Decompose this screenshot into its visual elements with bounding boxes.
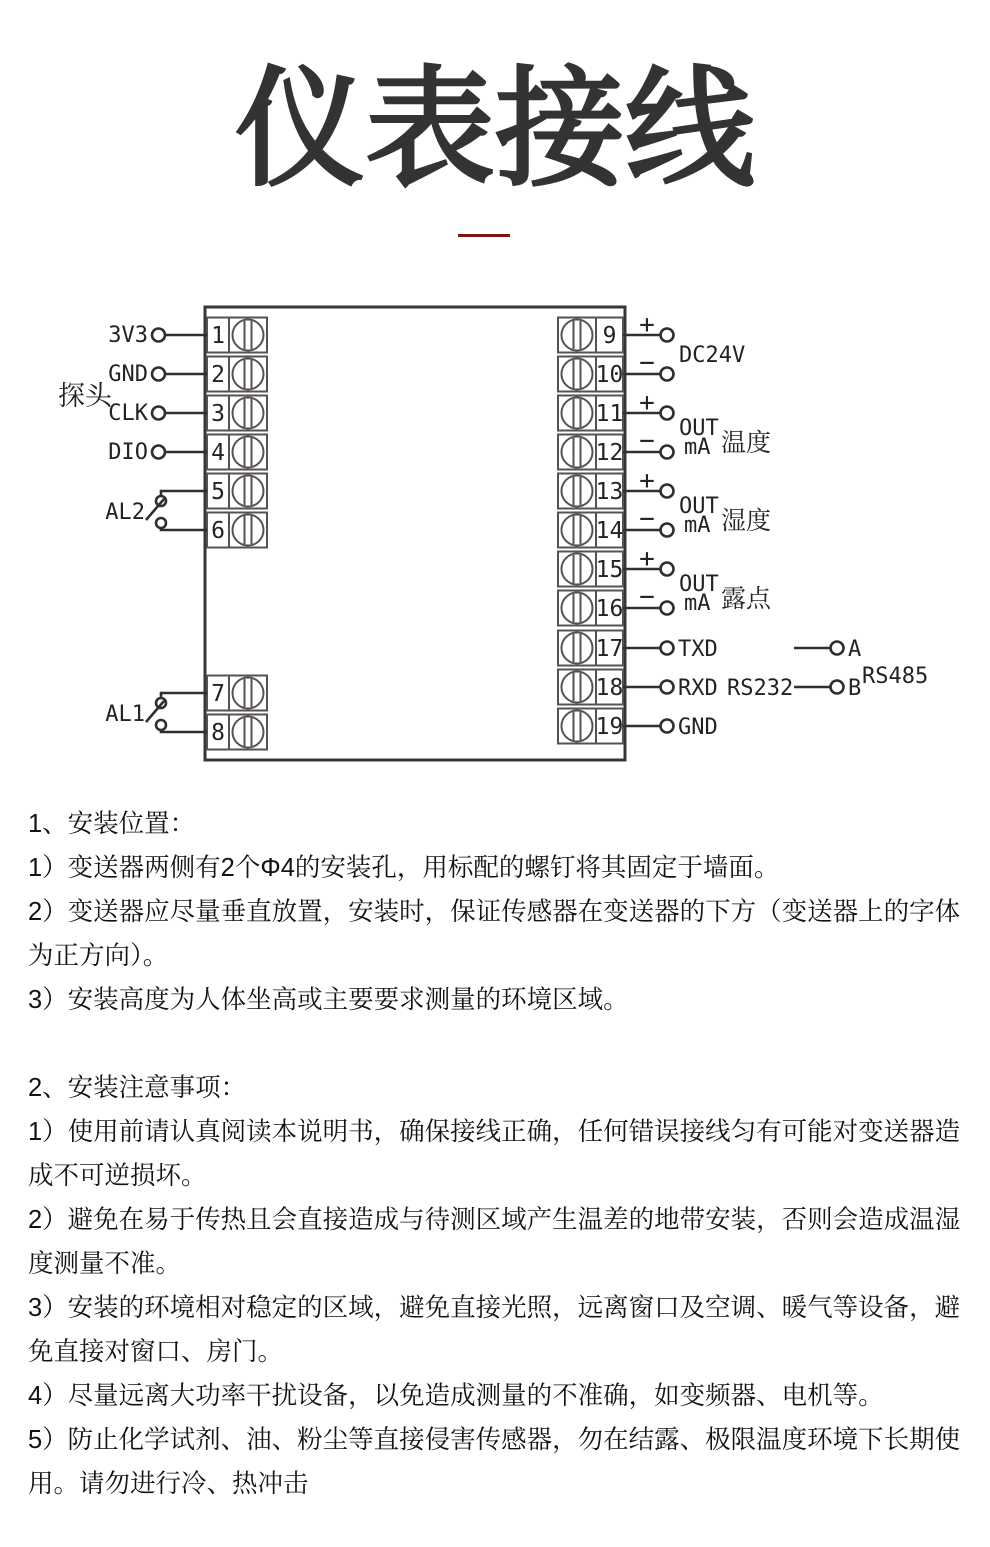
instructions xyxy=(28,802,973,1506)
polarity-plus: + xyxy=(639,388,655,418)
terminal-number: 13 xyxy=(595,479,624,505)
wire-node-icon xyxy=(661,563,674,576)
terminal-block xyxy=(207,474,267,509)
terminal-block xyxy=(558,357,623,392)
contact-node-icon xyxy=(156,518,166,528)
title-underline-decoration xyxy=(458,234,510,237)
channel-label: 温度 xyxy=(721,429,772,457)
screw-icon xyxy=(233,678,264,709)
screw-icon xyxy=(562,633,593,664)
rxd-label: RXD xyxy=(678,676,718,701)
probe-label: 探头 xyxy=(58,381,112,411)
terminal-number: 12 xyxy=(595,440,624,466)
polarity-plus: + xyxy=(639,466,655,496)
terminal-number: 5 xyxy=(211,479,225,505)
terminal-block xyxy=(207,435,267,470)
terminal-number: 3 xyxy=(211,401,225,427)
instruction-item: 3）安装高度为人体坐高或主要要求测量的环境区域。 xyxy=(28,986,629,1014)
instruction-item: 1）使用前请认真阅读本说明书，确保接线正确，任何错误接线匀有可能对变送器造成不可逆损坏。 xyxy=(28,1118,961,1190)
screw-icon xyxy=(562,672,593,703)
screw-icon xyxy=(562,593,593,624)
terminal-block xyxy=(558,435,623,470)
channel-label: 露点 xyxy=(721,585,772,613)
screw-icon xyxy=(233,398,264,429)
probe-signal-3v3 xyxy=(108,323,207,348)
gnd-label: GND xyxy=(678,715,718,740)
screw-icon xyxy=(562,554,593,585)
wire-node-icon xyxy=(661,524,674,537)
polarity-plus: + xyxy=(639,544,655,574)
relay-label: AL1 xyxy=(105,702,145,727)
rs485-wires xyxy=(794,637,928,701)
power-input-wires xyxy=(623,310,745,381)
wire-node-icon xyxy=(831,681,844,694)
terminal-number: 4 xyxy=(211,440,225,466)
terminal-block xyxy=(558,631,623,666)
analog-out-temperature xyxy=(623,388,771,460)
wire-node-icon xyxy=(661,329,674,342)
terminal-number: 2 xyxy=(211,362,225,388)
txd-label: TXD xyxy=(678,637,718,662)
terminal-number: 14 xyxy=(595,518,624,544)
terminal-number: 16 xyxy=(595,596,624,622)
probe-signal-clk xyxy=(108,401,207,426)
wire-node-icon xyxy=(152,446,165,459)
instruction-item: 2）变送器应尽量垂直放置，安装时，保证传感器在变送器的下方（变送器上的字体为正方向）。 xyxy=(28,898,961,970)
wire-node-icon xyxy=(661,642,674,655)
channel-label: 湿度 xyxy=(721,507,772,535)
terminal-number: 10 xyxy=(595,362,624,388)
rs485-b-label: B xyxy=(848,676,862,701)
contact-node-icon xyxy=(156,720,166,730)
unit-label: mA xyxy=(684,513,711,538)
terminal-number: 6 xyxy=(211,518,225,544)
terminal-block xyxy=(207,396,267,431)
screw-icon xyxy=(562,359,593,390)
terminal-number: 19 xyxy=(595,714,624,740)
instruction-item: 3）安装的环境相对稳定的区域，避免直接光照，远离窗口及空调、暖气等设备，避免直接对窗口、房门。 xyxy=(28,1294,961,1366)
analog-out-dewpoint xyxy=(623,544,772,616)
screw-icon xyxy=(233,515,264,546)
rs485-a-label: A xyxy=(848,637,862,662)
terminal-number: 1 xyxy=(211,323,225,349)
rs485-label: RS485 xyxy=(862,664,929,689)
terminal-block xyxy=(558,709,623,744)
wire-node-icon xyxy=(152,329,165,342)
wire-node-icon xyxy=(661,446,674,459)
terminal-block xyxy=(207,357,267,392)
wiring-diagram xyxy=(0,288,990,788)
wire-node-icon xyxy=(152,407,165,420)
instruction-item: 1）变送器两侧有2个Φ4的安装孔，用标配的螺钉将其固定于墙面。 xyxy=(28,854,780,882)
terminal-block xyxy=(558,513,623,548)
probe-signal-dio xyxy=(108,440,207,465)
screw-icon xyxy=(562,711,593,742)
terminal-block xyxy=(558,318,623,353)
screw-icon xyxy=(233,717,264,748)
terminal-block xyxy=(558,670,623,705)
instruction-item: 2）避免在易于传热且会直接造成与待测区域产生温差的地带安装，否则会造成温湿度测量不准。 xyxy=(28,1206,961,1278)
wire-node-icon xyxy=(661,720,674,733)
terminal-block xyxy=(207,715,267,750)
wire-label: CLK xyxy=(108,401,148,426)
section-install-notes xyxy=(28,1066,973,1506)
wire-label: GND xyxy=(108,362,148,387)
terminal-number: 9 xyxy=(602,323,617,349)
analog-out-humidity xyxy=(623,466,771,538)
polarity-minus: − xyxy=(639,504,655,534)
terminal-number: 15 xyxy=(595,557,624,583)
wire-node-icon xyxy=(661,681,674,694)
unit-label: mA xyxy=(684,435,711,460)
terminal-block xyxy=(558,396,623,431)
out-label: OUT xyxy=(679,572,719,597)
terminal-number: 11 xyxy=(595,401,624,427)
left-terminal-strip xyxy=(207,318,267,750)
section-heading: 1、安装位置： xyxy=(28,810,196,838)
screw-icon xyxy=(233,359,264,390)
wire-label: DIO xyxy=(108,440,148,465)
power-label: DC24V xyxy=(679,343,746,368)
out-label: OUT xyxy=(679,416,719,441)
terminal-block xyxy=(207,676,267,711)
right-terminal-strip xyxy=(558,318,623,744)
screw-icon xyxy=(562,515,593,546)
screw-icon xyxy=(233,437,264,468)
screw-icon xyxy=(562,437,593,468)
screw-icon xyxy=(233,476,264,507)
terminal-number: 8 xyxy=(211,720,225,746)
probe-wires xyxy=(58,323,207,465)
wire-label: 3V3 xyxy=(108,323,148,348)
screw-icon xyxy=(562,320,593,351)
terminal-number: 17 xyxy=(595,636,624,662)
wire-node-icon xyxy=(661,368,674,381)
section-heading: 2、安装注意事项： xyxy=(28,1074,247,1102)
relay-al2 xyxy=(105,491,207,530)
instruction-item: 4）尽量远离大功率干扰设备，以免造成测量的不准确，如变频器、电机等。 xyxy=(28,1382,884,1410)
terminal-block xyxy=(207,318,267,353)
probe-signal-gnd xyxy=(108,362,207,387)
polarity-minus: − xyxy=(639,582,655,612)
relay-label: AL2 xyxy=(105,500,145,525)
wire-node-icon xyxy=(661,407,674,420)
wire-node-icon xyxy=(831,642,844,655)
polarity-minus: − xyxy=(639,426,655,456)
screw-icon xyxy=(562,398,593,429)
rs232-label: RS232 xyxy=(727,676,794,701)
polarity-minus: − xyxy=(639,348,655,378)
wire-node-icon xyxy=(661,602,674,615)
instruction-item: 5）防止化学试剂、油、粉尘等直接侵害传感器，勿在结露、极限温度环境下长期使用。请勿进行冷、热冲击 xyxy=(28,1426,961,1498)
relay-al1 xyxy=(105,693,207,732)
terminal-block xyxy=(558,474,623,509)
terminal-number: 18 xyxy=(595,675,624,701)
screw-icon xyxy=(562,476,593,507)
unit-label: mA xyxy=(684,591,711,616)
section-install-position xyxy=(28,802,973,1022)
terminal-block xyxy=(207,513,267,548)
terminal-block xyxy=(558,552,623,587)
serial-wires xyxy=(623,637,793,740)
polarity-plus: + xyxy=(639,310,655,340)
wire-node-icon xyxy=(152,368,165,381)
out-label: OUT xyxy=(679,494,719,519)
screw-icon xyxy=(233,320,264,351)
terminal-number: 7 xyxy=(211,681,225,707)
page-title: 仪表接线 xyxy=(234,56,755,202)
wire-node-icon xyxy=(661,485,674,498)
terminal-block xyxy=(558,591,623,626)
